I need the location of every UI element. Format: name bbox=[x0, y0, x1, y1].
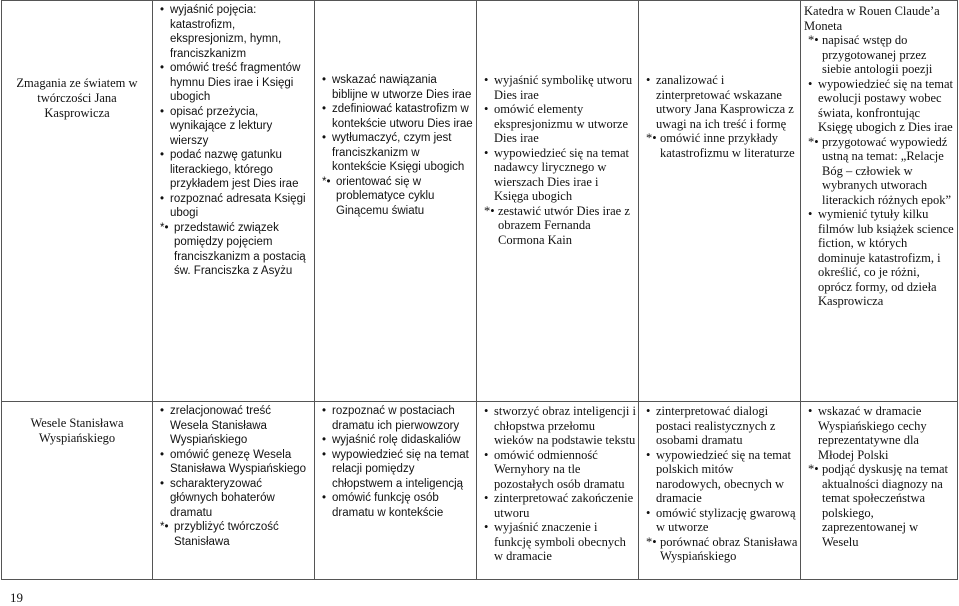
curriculum-table bbox=[1, 0, 958, 580]
list-item: *• omówić inne przykłady katastrofizmu w literaturze bbox=[646, 131, 795, 160]
requirements-cell bbox=[801, 1, 958, 402]
list-item: • wyjaśnić rolę didaskaliów bbox=[322, 434, 461, 446]
list-item: *• przedstawić związek pomiędzy pojęciem franciszkanizm a postacią św. Franciszka z Asyżu bbox=[160, 221, 306, 277]
list-item: • omówić treść fragmentów hymnu Dies irae i Księgi ubogich bbox=[160, 62, 301, 103]
list-item: • rozpoznać adresata Księgi ubogi bbox=[160, 192, 306, 219]
topic-cell: Zmagania ze światem w twórczości Jana Kasprowicza bbox=[2, 1, 153, 402]
list-item: • scharakteryzować głównych bohaterów dramatu bbox=[160, 477, 275, 519]
requirements-cell bbox=[639, 402, 801, 580]
list-item: • stworzyć obraz inteligencji i chłopstwa przełomu wieków na podstawie tekstu bbox=[484, 404, 636, 447]
list-item: • wypowiedzieć się na temat ewolucji postawy wobec świata, konfrontując Księgę ubogich z Dies irae bbox=[808, 76, 954, 134]
requirements-cell bbox=[315, 402, 477, 580]
list-item: • wyjaśnić znaczenie i funkcję symboli obecnych w dramacie bbox=[484, 520, 626, 563]
list-item: • wskazać w dramacie Wyspiańskiego cechy reprezentatywne dla Młodej Polski bbox=[808, 404, 927, 462]
list-item: • omówić genezę Wesela Stanisława Wyspiańskiego bbox=[160, 448, 307, 475]
list-item: *• porównać obraz Stanisława Wyspiańskiego bbox=[646, 534, 798, 563]
list-item: *• napisać wstęp do przygotowanej przez siebie antologii poezji bbox=[808, 33, 933, 76]
list-item: *• przybliżyć twórczość Stanisława bbox=[160, 521, 279, 548]
requirements-cell bbox=[477, 1, 639, 402]
list-item: • zinterpretować zakończenie utworu bbox=[484, 491, 634, 520]
list-item: *• zestawić utwór Dies irae z obrazem Fernanda Cormona Kain bbox=[484, 203, 630, 247]
list-item: • wypowiedzieć się na temat relacji pomiędzy chłopstwem a inteligencją bbox=[322, 448, 469, 490]
list-item: • zdefiniować katastrofizm w kontekście utworu Dies irae bbox=[322, 103, 473, 130]
requirements-cell bbox=[477, 402, 639, 580]
list-item: • wytłumaczyć, czym jest franciszkanizm w kontekście Księgi ubogich bbox=[322, 132, 465, 173]
list-item: • omówić elementy ekspresjonizmu w utworze Dies irae bbox=[484, 102, 628, 145]
list-item: • zinterpretować dialogi postaci realistycznych z osobami dramatu bbox=[646, 404, 776, 447]
table-row bbox=[2, 1, 958, 402]
list-item: • wyjaśnić symbolikę utworu Dies irae bbox=[484, 73, 633, 102]
page-number: 19 bbox=[10, 590, 23, 605]
list-item: • rozpoznać w postaciach dramatu ich pierwowzory bbox=[322, 405, 460, 432]
list-item: • wyjaśnić pojęcia: katastrofizm, ekspresjonizm, hymn, franciszkanizm bbox=[160, 4, 282, 60]
list-item: • zrelacjonować treść Wesela Stanisława Wyspiańskiego bbox=[160, 405, 271, 446]
list-item: • omówić stylizację gwarową w utworze bbox=[646, 505, 796, 534]
topic-cell: Wesele Stanisława Wyspiańskiego bbox=[2, 402, 153, 580]
table-row bbox=[2, 402, 958, 580]
list-item: • zanalizować i zinterpretować wskazane utwory Jana Kasprowicza z uwagi na ich treść i formę bbox=[646, 73, 794, 131]
requirements-cell bbox=[153, 1, 315, 402]
list-item: • podać nazwę gatunku literackiego, którego przykładem jest Dies irae bbox=[160, 149, 299, 190]
list-item: *• orientować się w problematyce cyklu Ginącemu światu bbox=[322, 175, 435, 217]
list-item: • wymienić tytuły kilku filmów lub książek science fiction, w których dominuje katastrofizm, i określić, co je różni, oprócz formy, od dzieła Kasprowicza bbox=[808, 207, 954, 308]
list-item: • omówić odmienność Wernyhory na tle pozostałych osób dramatu bbox=[484, 447, 625, 491]
list-item: • wskazać nawiązania biblijne w utworze Dies irae bbox=[322, 74, 472, 101]
list-item: • omówić funkcję osób dramatu w kontekście bbox=[322, 492, 444, 519]
list-item: *• przygotować wypowiedź ustną na temat: „Relacje Bóg – człowiek w wybranych utworach literackich różnych epok” bbox=[808, 134, 952, 207]
list-item: • opisać przeżycia, wynikające z lektury wierszy bbox=[160, 105, 273, 147]
list-item: *• podjąć dyskusję na temat aktualności diagnozy na temat społeczeństwa polskiego, zaprezentowanej w Weselu bbox=[808, 462, 949, 549]
list-item: • wypowiedzieć się na temat polskich mitów narodowych, obecnych w dramacie bbox=[646, 447, 792, 505]
requirements-cell bbox=[315, 1, 477, 402]
requirements-cell bbox=[153, 402, 315, 580]
requirements-cell bbox=[801, 402, 958, 580]
list-item: • wypowiedzieć się na temat nadawcy lirycznego w wierszach Dies irae i Księga ubogich bbox=[484, 145, 630, 203]
list-item: Katedra w Rouen Claude’a Moneta bbox=[804, 4, 940, 33]
requirements-cell bbox=[639, 1, 801, 402]
